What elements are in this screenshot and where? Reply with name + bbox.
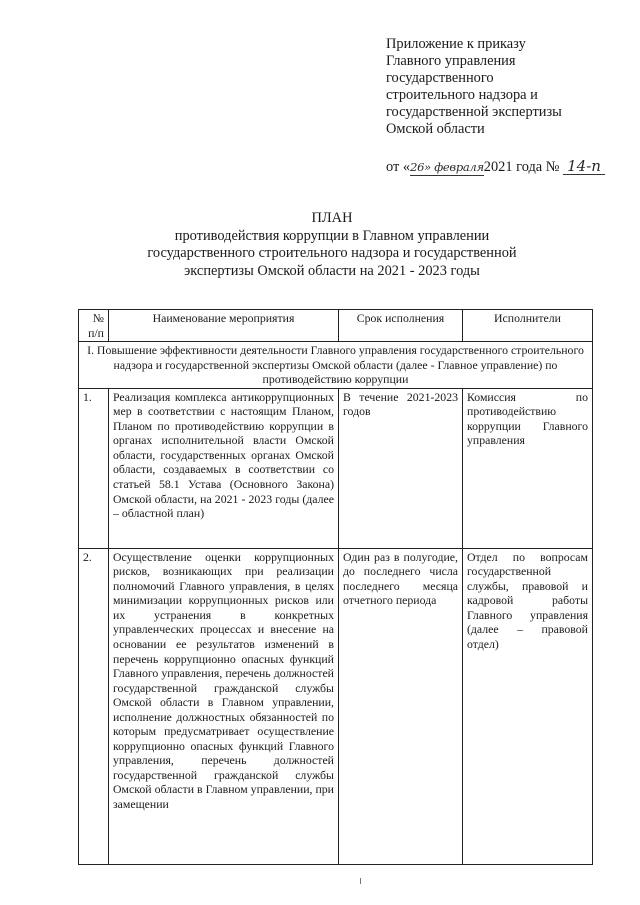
table-row: [79, 388, 593, 548]
header-num-line2: п/п: [88, 325, 104, 340]
table-header-row: [79, 310, 593, 342]
row-executors: Отдел по вопросам государственной службы, правовой и кадровой работы Главного управления (далее – правовой отдел): [463, 548, 593, 864]
appendix-line: государственного: [386, 70, 494, 86]
row-executors: Комиссия по противодействию коррупции Главного управления: [463, 388, 593, 548]
header-num: [79, 310, 109, 342]
header-executors: Исполнители: [463, 310, 593, 342]
row-name: Осуществление оценки коррупционных рисков, возникающих при реализации полномочий Главного управления, в целях минимизации коррупционных рисков или их устранения в конкретных управленческих процессах и внесение на основании ее результатов изменений в перечень коррупционно опасных функций Главного управления, перечень должностей государственной гражданской службы Омской области в Главном управлении, исполнение должностных обязанностей по которым предусматривает осуществление коррупционно опасных функций Главного управления, перечень должностей государственной гражданской службы Омской области в Главном управлении, при замещении: [109, 548, 339, 864]
header-deadline: Срок исполнения: [339, 310, 463, 342]
order-prefix: от «: [386, 159, 411, 175]
appendix-line: государственной экспертизы: [386, 104, 562, 120]
table-row: [79, 548, 593, 864]
handwritten-date: 26» февраля: [410, 160, 484, 174]
appendix-header: [386, 36, 626, 138]
scan-mark: [360, 878, 361, 884]
plan-title: [112, 210, 552, 280]
section-title: I. Повышение эффективности деятельности Главного управления государственного строительного надзора и государственной экспертизы Омской области (далее - Главное управление) по противодействию коррупции: [79, 342, 593, 389]
appendix-line: Приложение к приказу: [386, 36, 526, 52]
row-num: 1.: [79, 388, 109, 548]
appendix-line: Омской области: [386, 121, 485, 137]
section-row: [79, 342, 593, 389]
row-deadline: В течение 2021-2023 годов: [339, 388, 463, 548]
order-year: 2021 года №: [483, 159, 560, 175]
row-num: 2.: [79, 548, 109, 864]
order-date-line: [386, 158, 636, 176]
appendix-line: строительного надзора и: [386, 87, 538, 103]
plan-heading: ПЛАН: [311, 210, 353, 226]
plan-subtitle-line: противодействия коррупции в Главном управлении: [174, 227, 490, 244]
handwritten-order-number: 14-п: [563, 158, 605, 175]
row-deadline: Один раз в полугодие, до последнего числа последнего месяца отчетного периода: [339, 548, 463, 864]
plan-table: [78, 309, 593, 865]
header-name: Наименование мероприятия: [109, 310, 339, 342]
header-num-line1: №: [92, 311, 104, 325]
appendix-line: Главного управления: [386, 53, 516, 69]
plan-subtitle-line: государственного строительного надзора и государственной: [147, 245, 517, 261]
row-name: Реализация комплекса антикоррупционных мер в соответствии с настоящим Планом, Планом по противодействию коррупции в органах исполнительной власти Омской области, государственных органах Омской области, создаваемых в соответствии со статьей 58.1 Устава (Основного Закона) Омской области, на 2021 - 2023 годы (далее – областной план): [109, 388, 339, 548]
plan-subtitle-line: экспертизы Омской области на 2021 - 2023 годы: [184, 262, 480, 279]
